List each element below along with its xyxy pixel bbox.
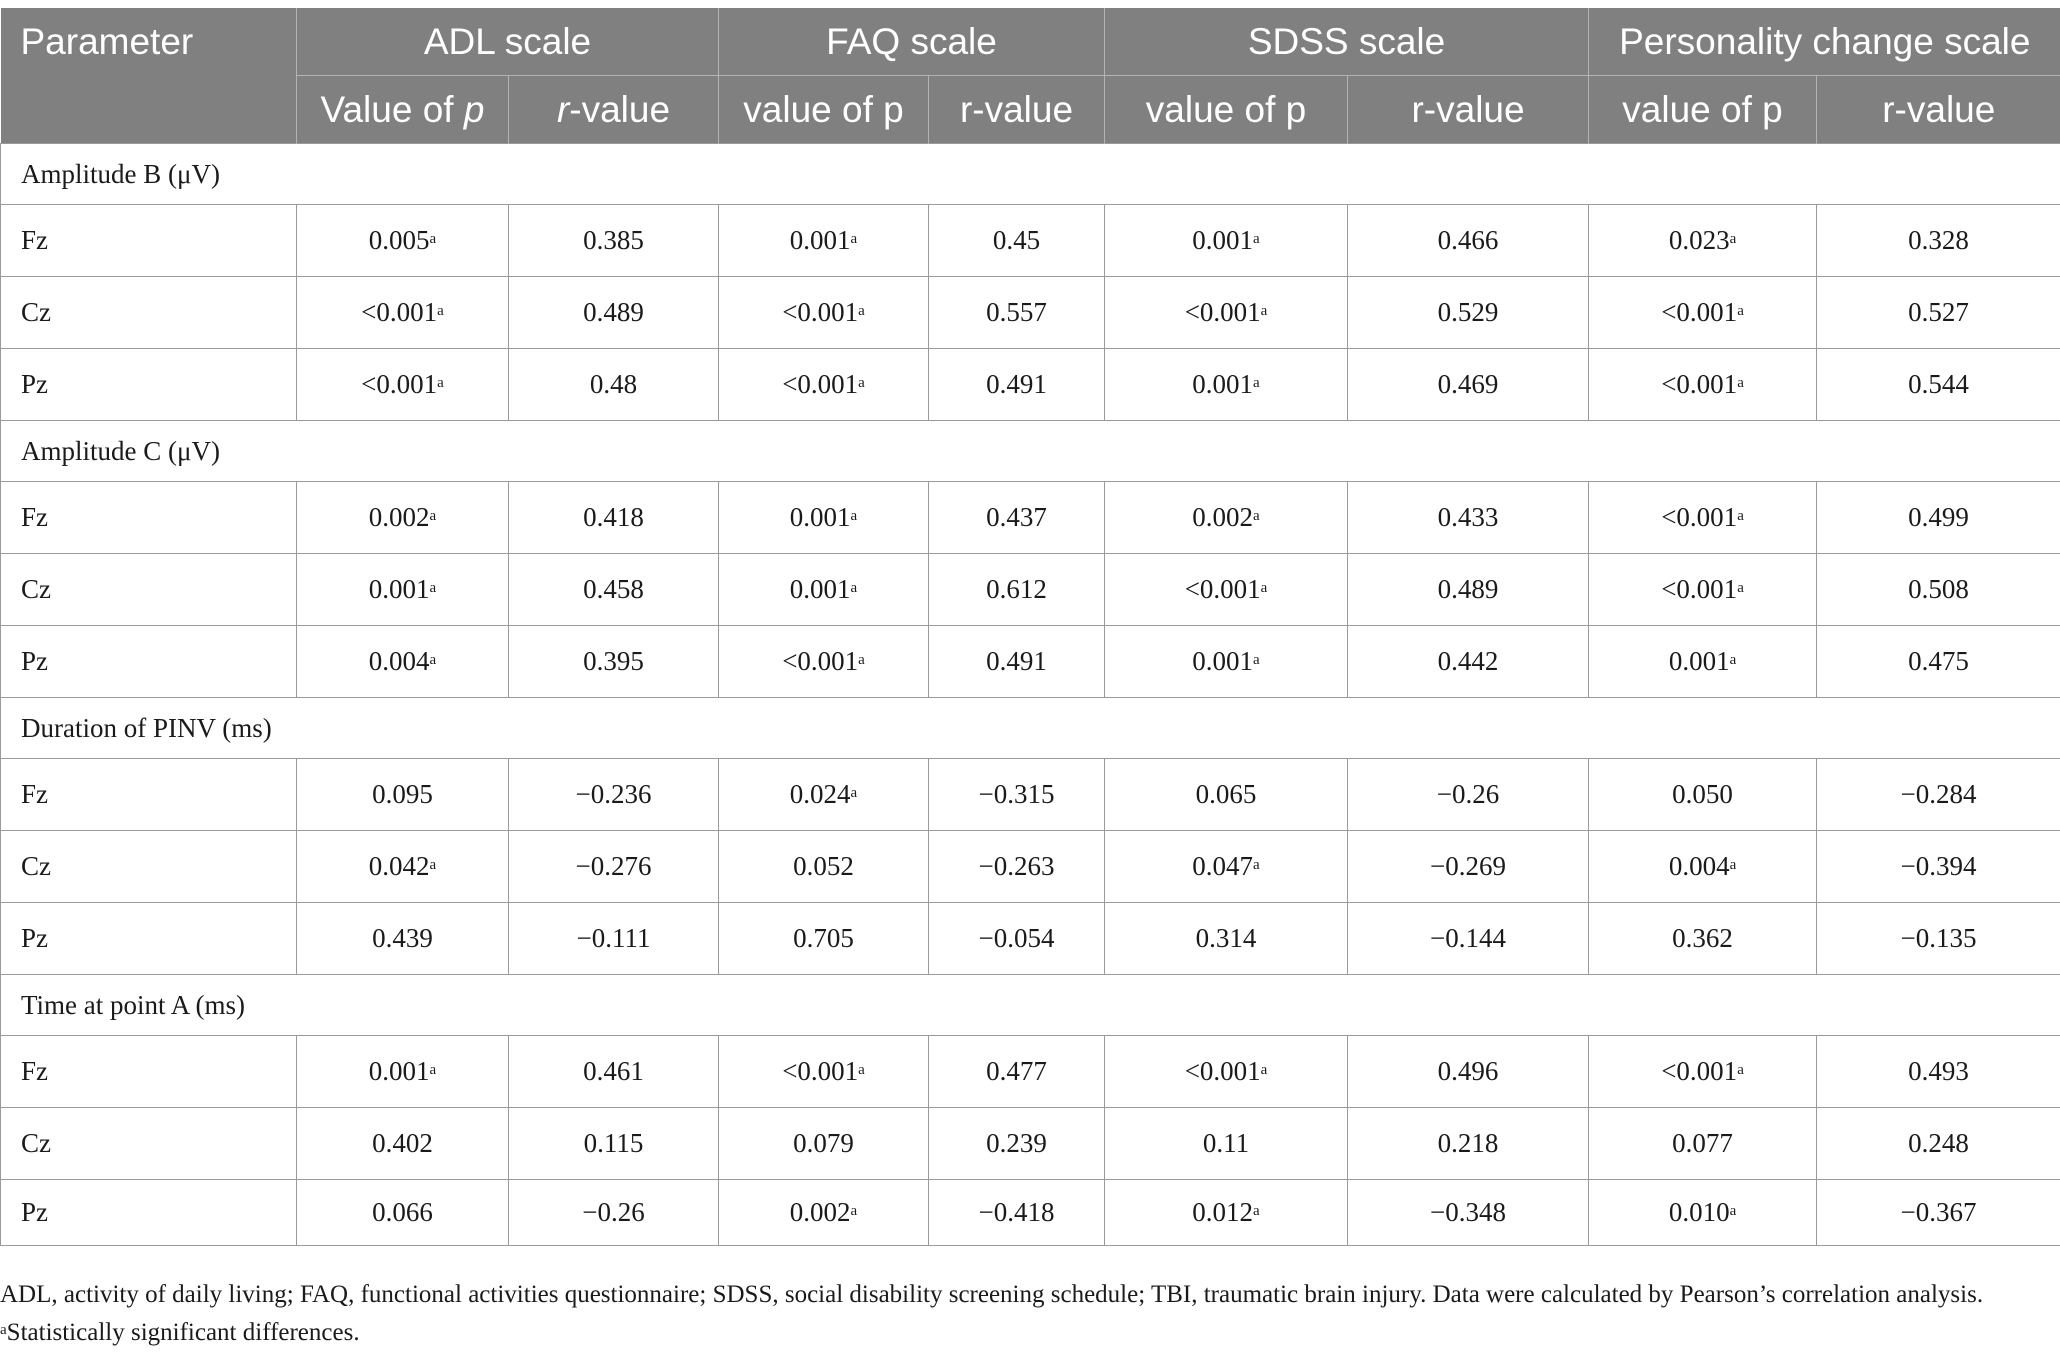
sdss-p-value-cell <box>1105 626 1348 698</box>
electrode-label: Fz <box>1 482 297 554</box>
section-row <box>1 144 2060 205</box>
cell-value: 0.493 <box>1908 1056 1969 1086</box>
adl-r-value-cell <box>509 831 719 903</box>
adl-p-value-cell <box>297 1108 509 1180</box>
significance-marker: a <box>1260 580 1268 596</box>
cell-value: 0.248 <box>1908 1128 1969 1158</box>
personality-p-value-cell <box>1589 277 1817 349</box>
cell-value: 0.095 <box>372 779 433 809</box>
electrode-label: Pz <box>1 903 297 975</box>
cell-value: 0.314 <box>1195 923 1257 953</box>
correlation-table <box>0 8 2060 1246</box>
cell-value: <0.001 <box>361 369 438 399</box>
adl-p-value-cell <box>297 482 509 554</box>
cell-value: 0.001 <box>789 574 851 604</box>
significance-marker: a <box>1729 652 1737 668</box>
faq-p-value-cell <box>719 1036 929 1108</box>
faq-p-value-cell <box>719 759 929 831</box>
faq-p-value-cell <box>719 903 929 975</box>
section-title: Amplitude C (μV) <box>1 421 2060 482</box>
sdss-p-value-cell <box>1105 831 1348 903</box>
electrode-label: Pz <box>1 349 297 421</box>
faq-r-value-cell <box>929 554 1105 626</box>
significance-marker: a <box>858 652 865 668</box>
cell-value: 0.023 <box>1668 225 1730 255</box>
cell-value: −0.276 <box>575 851 652 881</box>
adl-p-value-cell <box>297 626 509 698</box>
cell-value: 0.065 <box>1195 779 1257 809</box>
table-body <box>1 144 2060 1246</box>
cell-value: 0.466 <box>1437 225 1499 255</box>
cell-value: −0.418 <box>978 1197 1055 1227</box>
adl-r-value-cell <box>509 1180 719 1246</box>
significance-marker: a <box>437 303 444 319</box>
personality-r-value-cell <box>1817 1180 2060 1246</box>
table-row <box>1 1108 2060 1180</box>
sdss-p-value-cell <box>1105 482 1348 554</box>
cell-value: 0.439 <box>372 923 433 953</box>
table-row <box>1 1180 2060 1246</box>
sdss-r-value-cell <box>1348 626 1589 698</box>
adl-p-value-cell <box>297 759 509 831</box>
electrode-label: Pz <box>1 626 297 698</box>
cell-value: 0.529 <box>1437 297 1499 327</box>
adl-scale-header: ADL scale <box>297 8 719 76</box>
cell-value: 0.001 <box>1192 225 1254 255</box>
table-row <box>1 554 2060 626</box>
significance-marker: a <box>850 508 858 524</box>
sdss-r-value-cell <box>1348 1108 1589 1180</box>
cell-value: 0.612 <box>986 574 1047 604</box>
cell-value: <0.001 <box>1661 297 1738 327</box>
significance-marker: a <box>850 580 858 596</box>
significance-marker: a <box>850 1203 858 1219</box>
cell-value: 0.328 <box>1908 225 1969 255</box>
cell-value: <0.001 <box>782 646 859 676</box>
cell-value: 0.001 <box>368 574 430 604</box>
sdss-r-value-header: r-value <box>1348 76 1589 144</box>
parameter-header: Parameter <box>1 8 297 76</box>
sdss-p-value-cell <box>1105 903 1348 975</box>
cell-value: 0.066 <box>372 1197 433 1227</box>
sdss-p-value-cell <box>1105 1108 1348 1180</box>
significance-marker: a <box>1737 375 1744 391</box>
adl-r-value-cell <box>509 349 719 421</box>
table-row <box>1 349 2060 421</box>
cell-value: 0.218 <box>1437 1128 1499 1158</box>
footnote-note: Statistically significant differences. <box>6 1319 360 1346</box>
table-row <box>1 277 2060 349</box>
electrode-label: Cz <box>1 1108 297 1180</box>
personality-p-value-cell <box>1589 349 1817 421</box>
significance-marker: a <box>1253 652 1260 668</box>
personality-p-value-cell <box>1589 1036 1817 1108</box>
adl-r-value-cell <box>509 626 719 698</box>
cell-value: 0.491 <box>986 646 1047 676</box>
cell-value: 0.437 <box>986 502 1047 532</box>
adl-p-value-cell <box>297 1036 509 1108</box>
significance-marker: a <box>858 375 865 391</box>
cell-value: 0.002 <box>1192 502 1254 532</box>
significance-marker: a <box>858 303 865 319</box>
personality-p-value-cell <box>1589 759 1817 831</box>
cell-value: <0.001 <box>1661 369 1738 399</box>
adl-r-value-header: r-value <box>509 76 719 144</box>
cell-value: 0.012 <box>1192 1197 1254 1227</box>
faq-scale-header: FAQ scale <box>719 8 1105 76</box>
faq-r-value-cell <box>929 1180 1105 1246</box>
cell-value: 0.461 <box>583 1056 644 1086</box>
cell-value: 0.024 <box>789 779 851 809</box>
cell-value: <0.001 <box>361 297 438 327</box>
electrode-label: Fz <box>1 1036 297 1108</box>
cell-value: 0.002 <box>368 502 430 532</box>
cell-value: 0.052 <box>793 851 854 881</box>
sdss-r-value-cell <box>1348 277 1589 349</box>
adl-r-value-cell <box>509 903 719 975</box>
section-title: Amplitude B (μV) <box>1 144 2060 205</box>
personality-r-value-cell <box>1817 626 2060 698</box>
sdss-r-value-cell <box>1348 349 1589 421</box>
cell-value: 0.557 <box>986 297 1047 327</box>
section-row <box>1 975 2060 1036</box>
adl-r-value-cell <box>509 554 719 626</box>
significance-marker: a <box>1737 508 1744 524</box>
faq-p-value-header: value of p <box>719 76 929 144</box>
significance-marker: a <box>1729 1203 1737 1219</box>
faq-p-value-cell <box>719 205 929 277</box>
cell-value: −0.367 <box>1900 1197 1977 1227</box>
cell-value: 0.395 <box>583 646 644 676</box>
cell-value: −0.263 <box>978 851 1055 881</box>
adl-p-value-header: Value of p <box>297 76 509 144</box>
sdss-p-value-cell <box>1105 1036 1348 1108</box>
cell-value: 0.001 <box>789 225 851 255</box>
personality-r-value-cell <box>1817 1036 2060 1108</box>
cell-value: <0.001 <box>1184 297 1261 327</box>
cell-value: <0.001 <box>782 1056 859 1086</box>
personality-r-value-cell <box>1817 205 2060 277</box>
significance-marker: a <box>1729 857 1737 873</box>
adl-p-value-cell <box>297 903 509 975</box>
significance-marker: a <box>429 580 437 596</box>
personality-r-value-cell <box>1817 277 2060 349</box>
table-footnote <box>0 1276 2040 1352</box>
significance-marker: a <box>429 508 437 524</box>
cell-value: 0.705 <box>793 923 854 953</box>
adl-r-value-cell <box>509 277 719 349</box>
cell-value: −0.26 <box>1436 779 1500 809</box>
footnote-superscript: a <box>0 1322 7 1338</box>
faq-p-value-cell <box>719 1108 929 1180</box>
significance-marker: a <box>858 1062 865 1078</box>
adl-r-value-cell <box>509 205 719 277</box>
cell-value: −0.054 <box>978 923 1055 953</box>
faq-r-value-cell <box>929 349 1105 421</box>
cell-value: <0.001 <box>1661 574 1738 604</box>
table-row <box>1 482 2060 554</box>
personality-r-value-cell <box>1817 482 2060 554</box>
cell-value: 0.385 <box>583 225 644 255</box>
cell-value: 0.48 <box>589 369 638 399</box>
personality-p-value-cell <box>1589 903 1817 975</box>
personality-p-value-cell <box>1589 1108 1817 1180</box>
significance-marker: a <box>1253 857 1260 873</box>
cell-value: <0.001 <box>1184 574 1261 604</box>
personality-p-value-cell <box>1589 554 1817 626</box>
personality-r-value-cell <box>1817 831 2060 903</box>
faq-p-value-cell <box>719 554 929 626</box>
sdss-r-value-cell <box>1348 1036 1589 1108</box>
cell-value: −0.348 <box>1430 1197 1507 1227</box>
section-title: Duration of PINV (ms) <box>1 698 2060 759</box>
section-title: Time at point A (ms) <box>1 975 2060 1036</box>
table-row <box>1 626 2060 698</box>
sdss-p-value-cell <box>1105 205 1348 277</box>
cell-value: −0.135 <box>1900 923 1977 953</box>
sdss-scale-header: SDSS scale <box>1105 8 1589 76</box>
faq-p-value-cell <box>719 482 929 554</box>
personality-p-value-cell <box>1589 1180 1817 1246</box>
electrode-label: Pz <box>1 1180 297 1246</box>
table-row <box>1 759 2060 831</box>
significance-marker: a <box>1260 303 1268 319</box>
cell-value: 0.475 <box>1908 646 1969 676</box>
parameter-header-spacer <box>1 76 297 144</box>
significance-marker: a <box>1260 1062 1268 1078</box>
cell-value: 0.004 <box>1668 851 1730 881</box>
cell-value: 0.477 <box>986 1056 1047 1086</box>
adl-p-value-cell <box>297 1180 509 1246</box>
cell-value: 0.45 <box>992 225 1041 255</box>
personality-scale-header: Personality change scale <box>1589 8 2060 76</box>
sdss-r-value-cell <box>1348 903 1589 975</box>
cell-value: 0.042 <box>368 851 430 881</box>
table-row <box>1 205 2060 277</box>
sdss-p-value-cell <box>1105 349 1348 421</box>
cell-value: 0.001 <box>368 1056 430 1086</box>
cell-value: 0.010 <box>1668 1197 1730 1227</box>
faq-r-value-cell <box>929 626 1105 698</box>
cell-value: 0.004 <box>368 646 430 676</box>
significance-marker: a <box>850 785 858 801</box>
adl-p-value-cell <box>297 277 509 349</box>
personality-p-value-cell <box>1589 482 1817 554</box>
cell-value: 0.11 <box>1202 1128 1250 1158</box>
electrode-label: Cz <box>1 831 297 903</box>
section-row <box>1 421 2060 482</box>
cell-value: 0.418 <box>583 502 644 532</box>
faq-r-value-cell <box>929 1036 1105 1108</box>
cell-value: <0.001 <box>782 297 859 327</box>
cell-value: <0.001 <box>1661 502 1738 532</box>
cell-value: 0.362 <box>1672 923 1733 953</box>
cell-value: 0.527 <box>1908 297 1969 327</box>
sdss-p-value-cell <box>1105 277 1348 349</box>
faq-r-value-cell <box>929 831 1105 903</box>
adl-r-value-cell <box>509 1036 719 1108</box>
personality-r-value-cell <box>1817 903 2060 975</box>
adl-r-value-cell <box>509 482 719 554</box>
cell-value: 0.001 <box>789 502 851 532</box>
adl-r-value-cell <box>509 759 719 831</box>
personality-r-value-cell <box>1817 759 2060 831</box>
faq-r-value-cell <box>929 1108 1105 1180</box>
sdss-p-value-cell <box>1105 554 1348 626</box>
cell-value: 0.489 <box>583 297 644 327</box>
faq-r-value-cell <box>929 759 1105 831</box>
electrode-label: Cz <box>1 554 297 626</box>
faq-p-value-cell <box>719 831 929 903</box>
sdss-r-value-cell <box>1348 831 1589 903</box>
cell-value: 0.047 <box>1192 851 1254 881</box>
cell-value: 0.458 <box>583 574 644 604</box>
adl-r-value-cell <box>509 1108 719 1180</box>
cell-value: −0.144 <box>1430 923 1507 953</box>
personality-p-value-header: value of p <box>1589 76 1817 144</box>
electrode-label: Cz <box>1 277 297 349</box>
personality-p-value-cell <box>1589 626 1817 698</box>
section-row <box>1 698 2060 759</box>
cell-value: 0.115 <box>583 1128 644 1158</box>
cell-value: −0.111 <box>576 923 651 953</box>
cell-value: 0.433 <box>1437 502 1499 532</box>
significance-marker: a <box>1737 580 1744 596</box>
significance-marker: a <box>1253 508 1260 524</box>
faq-r-value-cell <box>929 903 1105 975</box>
significance-marker: a <box>429 652 437 668</box>
electrode-label: Fz <box>1 205 297 277</box>
cell-value: <0.001 <box>1184 1056 1261 1086</box>
sdss-p-value-cell <box>1105 1180 1348 1246</box>
table-header <box>1 8 2060 144</box>
personality-r-value-header: r-value <box>1817 76 2060 144</box>
faq-r-value-header: r-value <box>929 76 1105 144</box>
cell-value: 0.005 <box>368 225 430 255</box>
cell-value: −0.394 <box>1900 851 1977 881</box>
personality-r-value-cell <box>1817 349 2060 421</box>
significance-marker: a <box>429 231 437 247</box>
cell-value: 0.002 <box>789 1197 851 1227</box>
table-row <box>1 1036 2060 1108</box>
significance-marker: a <box>1253 1203 1260 1219</box>
cell-value: −0.269 <box>1430 851 1507 881</box>
sdss-p-value-header: value of p <box>1105 76 1348 144</box>
adl-p-value-cell <box>297 349 509 421</box>
cell-value: 0.499 <box>1908 502 1969 532</box>
significance-marker: a <box>1253 375 1260 391</box>
sdss-r-value-cell <box>1348 1180 1589 1246</box>
adl-p-value-cell <box>297 205 509 277</box>
faq-p-value-cell <box>719 1180 929 1246</box>
cell-value: −0.284 <box>1900 779 1977 809</box>
significance-marker: a <box>1737 1062 1744 1078</box>
faq-r-value-cell <box>929 205 1105 277</box>
sdss-p-value-cell <box>1105 759 1348 831</box>
cell-value: 0.077 <box>1672 1128 1733 1158</box>
cell-value: 0.508 <box>1908 574 1969 604</box>
faq-p-value-cell <box>719 626 929 698</box>
cell-value: <0.001 <box>1661 1056 1738 1086</box>
adl-p-value-cell <box>297 831 509 903</box>
personality-r-value-cell <box>1817 554 2060 626</box>
personality-r-value-cell <box>1817 1108 2060 1180</box>
cell-value: −0.236 <box>575 779 652 809</box>
cell-value: 0.442 <box>1437 646 1499 676</box>
cell-value: 0.496 <box>1437 1056 1499 1086</box>
table-row <box>1 831 2060 903</box>
table-row <box>1 903 2060 975</box>
significance-marker: a <box>429 1062 437 1078</box>
sdss-r-value-cell <box>1348 205 1589 277</box>
significance-marker: a <box>437 375 444 391</box>
cell-value: 0.402 <box>372 1128 433 1158</box>
faq-r-value-cell <box>929 482 1105 554</box>
significance-marker: a <box>850 231 858 247</box>
cell-value: 0.544 <box>1908 369 1969 399</box>
cell-value: 0.001 <box>1668 646 1730 676</box>
electrode-label: Fz <box>1 759 297 831</box>
cell-value: 0.001 <box>1192 646 1254 676</box>
cell-value: <0.001 <box>782 369 859 399</box>
footnote-text: ADL, activity of daily living; FAQ, functional activities questionnaire; SDSS, social disability screening schedule; TBI, traumatic brain injury. Data were calculated by Pearson’s correlation analysis. <box>0 1281 1984 1308</box>
cell-value: 0.491 <box>986 369 1047 399</box>
cell-value: 0.489 <box>1437 574 1499 604</box>
cell-value: −0.315 <box>978 779 1055 809</box>
significance-marker: a <box>429 857 437 873</box>
cell-value: −0.26 <box>582 1197 645 1227</box>
significance-marker: a <box>1737 303 1744 319</box>
cell-value: 0.050 <box>1672 779 1733 809</box>
sdss-r-value-cell <box>1348 482 1589 554</box>
cell-value: 0.239 <box>986 1128 1047 1158</box>
faq-r-value-cell <box>929 277 1105 349</box>
sdss-r-value-cell <box>1348 554 1589 626</box>
cell-value: 0.469 <box>1437 369 1499 399</box>
faq-p-value-cell <box>719 349 929 421</box>
cell-value: 0.001 <box>1192 369 1254 399</box>
faq-p-value-cell <box>719 277 929 349</box>
personality-p-value-cell <box>1589 205 1817 277</box>
significance-marker: a <box>1729 231 1737 247</box>
significance-marker: a <box>1253 231 1260 247</box>
sdss-r-value-cell <box>1348 759 1589 831</box>
personality-p-value-cell <box>1589 831 1817 903</box>
adl-p-value-cell <box>297 554 509 626</box>
cell-value: 0.079 <box>793 1128 854 1158</box>
